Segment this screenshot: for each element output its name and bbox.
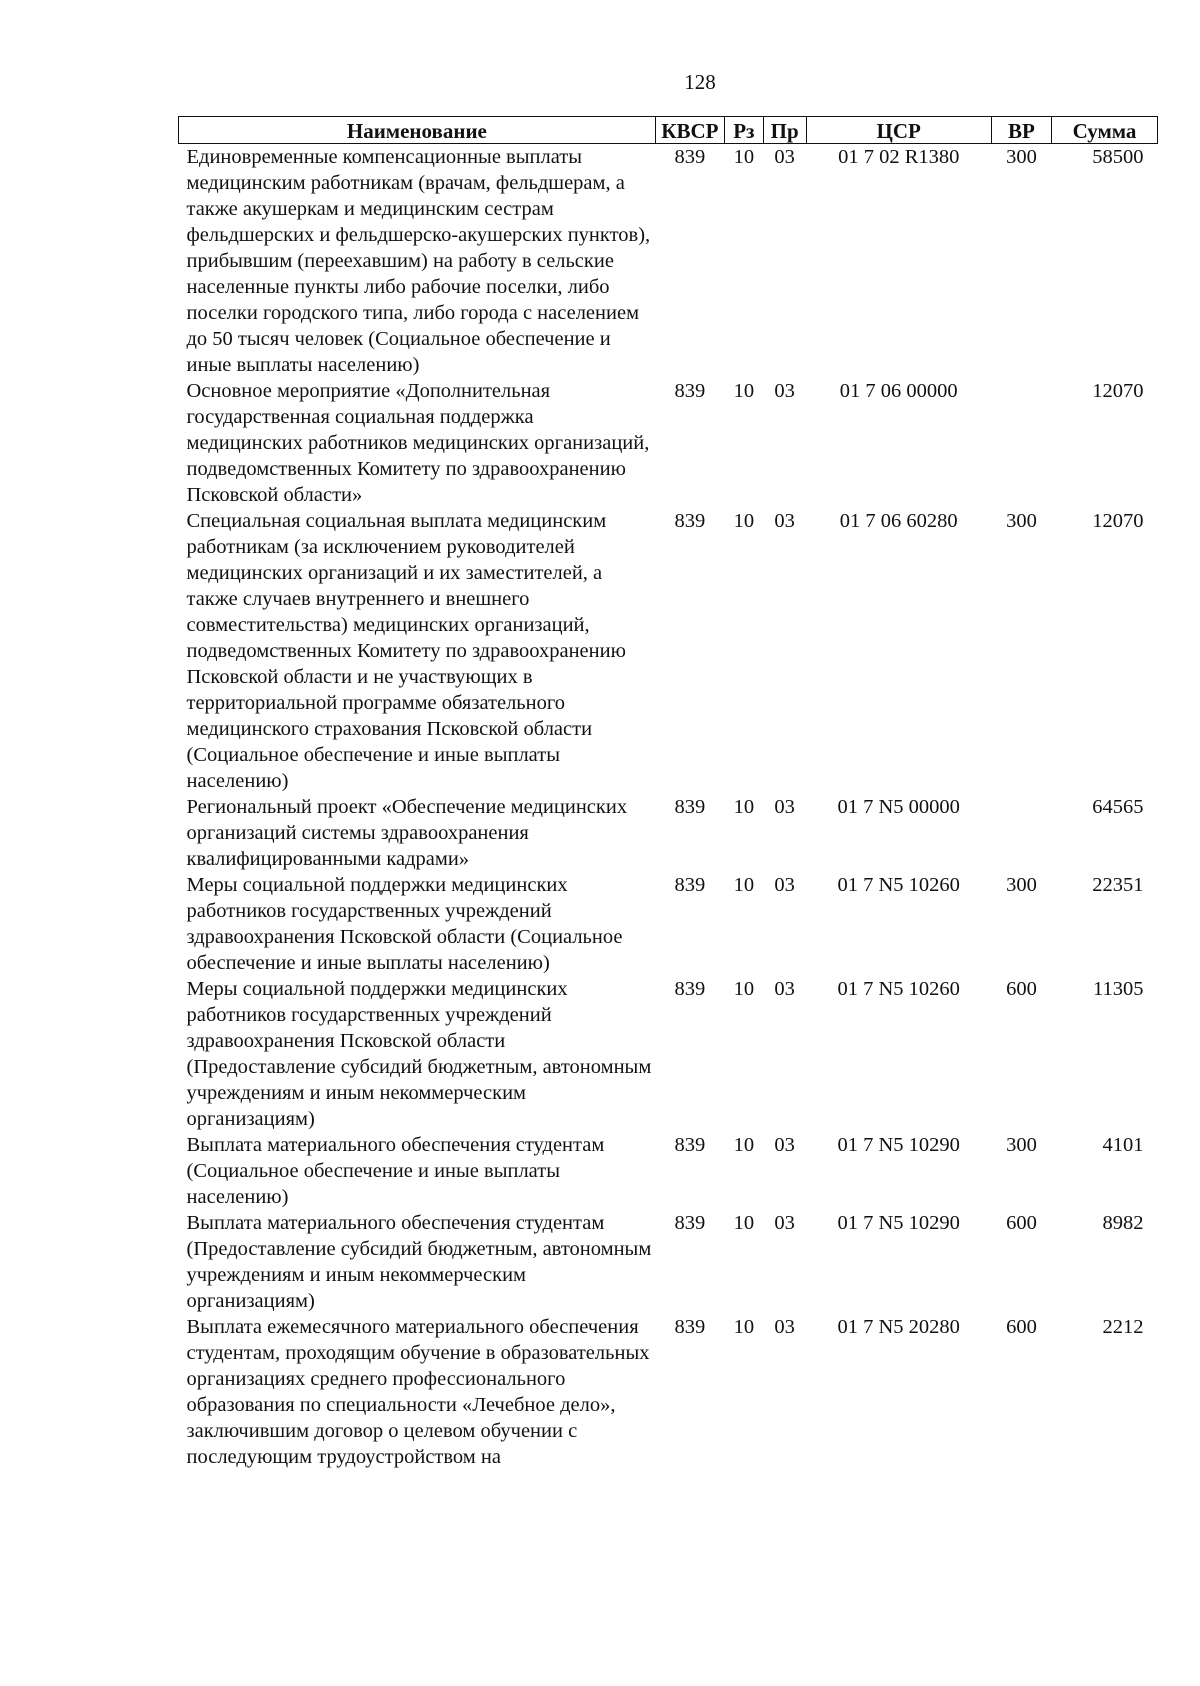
cell-rz: 10 xyxy=(733,1316,755,1338)
cell-pr: 03 xyxy=(774,1316,795,1338)
cell-kvsr: 839 xyxy=(674,1316,706,1338)
header-pr: Пр xyxy=(763,117,806,144)
cell-kvsr: 839 xyxy=(674,874,706,896)
cell-sum: 12070 xyxy=(1092,510,1144,532)
cell-vr xyxy=(991,378,1051,508)
cell-csr: 01 7 N5 10290 xyxy=(837,1134,960,1156)
cell-vr: 600 xyxy=(1006,1212,1037,1234)
page-number: 128 xyxy=(684,70,716,94)
cell-csr: 01 7 N5 00000 xyxy=(837,796,960,818)
cell-name: Единовременные компенсационные выплаты медицинским работникам (врачам, фельдшерам, а также акушеркам и медицинским сестрам фельдшерских и фельдшерско-акушерских пунктов), прибывшим (переехавшим) на работу в сельские населенные пункты либо рабочие поселки, либо поселки городского типа, либо города с населением до 50 тысяч человек (Социальное обеспечение и иные выплаты населению) xyxy=(186,146,651,376)
cell-pr: 03 xyxy=(774,874,795,896)
table-header-row xyxy=(179,117,1158,144)
header-rz: Рз xyxy=(725,117,764,144)
table-row xyxy=(179,144,1158,379)
cell-vr: 300 xyxy=(1006,146,1037,168)
cell-name: Основное мероприятие «Дополнительная государственная социальная поддержка медицинских работников медицинских организаций, подведомственных Комитету по здравоохранению Псковской области» xyxy=(186,380,650,506)
cell-pr: 03 xyxy=(774,510,795,532)
header-vr: ВР xyxy=(991,117,1051,144)
cell-vr: 300 xyxy=(1006,874,1037,896)
cell-sum: 8982 xyxy=(1102,1212,1144,1234)
cell-csr: 01 7 06 00000 xyxy=(839,380,958,402)
cell-csr: 01 7 06 60280 xyxy=(839,510,958,532)
table-row xyxy=(179,508,1158,794)
cell-name: Меры социальной поддержки медицинских работников государственных учреждений здравоохранения Псковской области (Социальное обеспечение и иные выплаты населению) xyxy=(186,874,623,974)
budget-table xyxy=(178,116,1158,1470)
cell-pr: 03 xyxy=(774,1212,795,1234)
cell-rz: 10 xyxy=(733,874,755,896)
cell-rz: 10 xyxy=(733,380,755,402)
cell-kvsr: 839 xyxy=(674,380,706,402)
cell-sum: 22351 xyxy=(1092,874,1144,896)
cell-vr xyxy=(991,794,1051,872)
cell-csr: 01 7 N5 10290 xyxy=(837,1212,960,1234)
cell-csr: 01 7 N5 10260 xyxy=(837,978,960,1000)
cell-sum: 4101 xyxy=(1102,1134,1144,1156)
header-csr: ЦСР xyxy=(806,117,991,144)
cell-kvsr: 839 xyxy=(674,1134,706,1156)
cell-rz: 10 xyxy=(733,1212,755,1234)
cell-rz: 10 xyxy=(733,978,755,1000)
cell-rz: 10 xyxy=(733,796,755,818)
cell-sum: 64565 xyxy=(1092,796,1144,818)
cell-name: Меры социальной поддержки медицинских работников государственных учреждений здравоохранения Псковской области (Предоставление субсидий бюджетным, автономным учреждениям и иным некоммерческим организациям) xyxy=(186,978,652,1130)
header-name: Наименование xyxy=(179,117,656,144)
cell-rz: 10 xyxy=(733,510,755,532)
header-sum: Сумма xyxy=(1052,117,1158,144)
cell-rz: 10 xyxy=(733,1134,755,1156)
cell-sum: 58500 xyxy=(1092,146,1144,168)
table-row xyxy=(179,872,1158,976)
cell-name: Специальная социальная выплата медицинским работникам (за исключением руководителей медицинских организаций и их заместителей, а также случаев внутреннего и внешнего совместительства) медицинских организаций, подведомственных Комитету по здравоохранению Псковской области и не участвующих в территориальной программе обязательного медицинского страхования Псковской области (Социальное обеспечение и иные выплаты населению) xyxy=(186,510,626,792)
cell-pr: 03 xyxy=(774,978,795,1000)
cell-vr: 600 xyxy=(1006,978,1037,1000)
header-kvsr: КВСР xyxy=(655,117,724,144)
table-row xyxy=(179,1132,1158,1210)
table-row xyxy=(179,976,1158,1132)
cell-csr: 01 7 N5 10260 xyxy=(837,874,960,896)
cell-sum: 11305 xyxy=(1093,978,1144,1000)
cell-kvsr: 839 xyxy=(674,978,706,1000)
cell-name: Выплата ежемесячного материального обеспечения студентам, проходящим обучение в образовательных организациях среднего профессионального образования по специальности «Лечебное дело», заключившим договор о целевом обучении с последующим трудоустройством на xyxy=(186,1316,650,1468)
table-row xyxy=(179,794,1158,872)
cell-name: Региональный проект «Обеспечение медицинских организаций системы здравоохранения квалифицированными кадрами» xyxy=(186,796,628,870)
table-row xyxy=(179,1314,1158,1470)
cell-sum: 2212 xyxy=(1102,1316,1144,1338)
cell-name: Выплата материального обеспечения студентам (Предоставление субсидий бюджетным, автономным учреждениям и иным некоммерческим организациям) xyxy=(186,1212,652,1312)
cell-csr: 01 7 02 R1380 xyxy=(838,146,960,168)
table-row xyxy=(179,1210,1158,1314)
cell-pr: 03 xyxy=(774,146,795,168)
cell-pr: 03 xyxy=(774,1134,795,1156)
cell-rz: 10 xyxy=(733,146,755,168)
cell-vr: 600 xyxy=(1006,1316,1037,1338)
cell-vr: 300 xyxy=(1006,1134,1037,1156)
cell-pr: 03 xyxy=(774,380,795,402)
cell-pr: 03 xyxy=(774,796,795,818)
table-row xyxy=(179,378,1158,508)
cell-kvsr: 839 xyxy=(674,510,706,532)
cell-kvsr: 839 xyxy=(674,796,706,818)
cell-name: Выплата материального обеспечения студентам (Социальное обеспечение и иные выплаты населению) xyxy=(186,1134,605,1208)
cell-kvsr: 839 xyxy=(674,1212,706,1234)
cell-kvsr: 839 xyxy=(674,146,706,168)
cell-sum: 12070 xyxy=(1092,380,1144,402)
cell-vr: 300 xyxy=(1006,510,1037,532)
cell-csr: 01 7 N5 20280 xyxy=(837,1316,960,1338)
